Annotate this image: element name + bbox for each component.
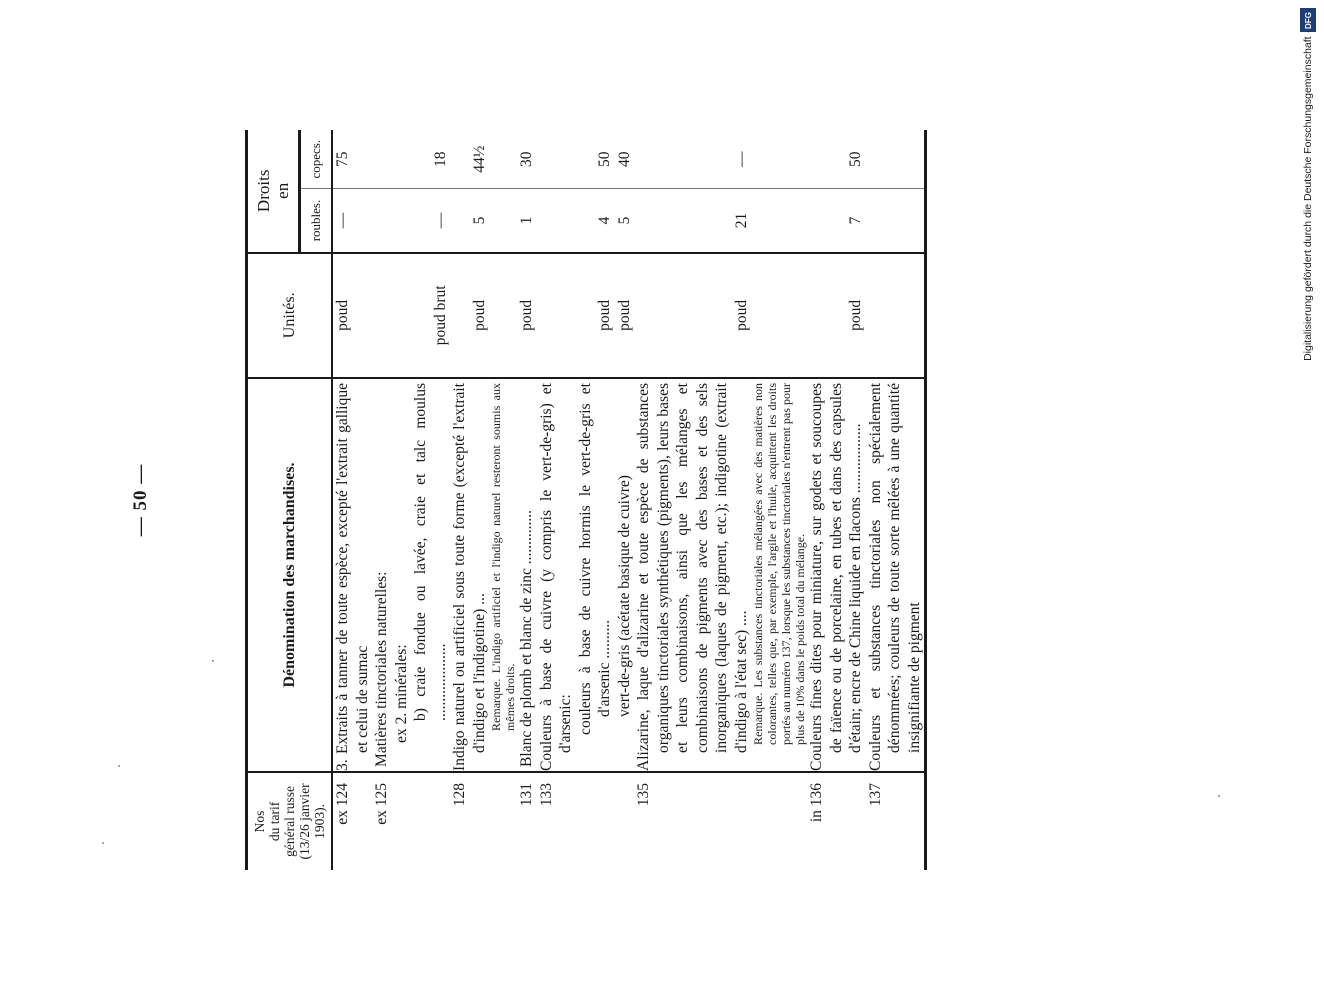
denomination: Indigo naturel ou artificiel sous toute forme (excepté l'extrait d'indigo et l'indigotine) ... — [450, 378, 489, 772]
table-row — [392, 130, 412, 870]
copecs: — — [732, 151, 750, 167]
tarif-number: in 136 — [807, 772, 866, 870]
header-line: Droits — [253, 169, 273, 213]
tarif-number: 133 — [537, 772, 576, 870]
copecs: 18 — [431, 151, 449, 167]
unit: poud — [450, 253, 489, 378]
tarif-number: 128 — [450, 772, 489, 870]
roubles: — — [411, 189, 450, 253]
copecs: 50 — [596, 151, 613, 167]
tarif-number: 135 — [634, 772, 751, 870]
table-row — [866, 130, 926, 870]
roubles: — — [332, 189, 372, 253]
unit: poud — [576, 253, 615, 378]
unit — [866, 253, 926, 378]
tarif-number — [751, 772, 807, 870]
unit: poud — [807, 253, 866, 378]
table-row — [537, 130, 576, 870]
copecs — [392, 130, 412, 189]
tarif-number: 137 — [866, 772, 926, 870]
denomination: ex 2. minérales: — [392, 378, 412, 772]
tarif-number — [392, 772, 412, 870]
roubles — [392, 189, 412, 253]
roubles — [372, 189, 392, 253]
copecs — [372, 130, 392, 189]
header-line: en — [273, 182, 293, 199]
tarif-number — [615, 772, 635, 870]
roubles: 5 — [450, 189, 489, 253]
header-line: Nos — [252, 810, 267, 833]
denomination: Couleurs à base de cuivre (y compris le vert-de-gris) et d'arsenic: — [537, 378, 576, 772]
table-row — [634, 130, 751, 870]
roubles: 1 — [517, 189, 537, 253]
header-line: du tarif — [267, 801, 282, 842]
roubles — [866, 189, 926, 253]
unit — [489, 253, 517, 378]
table-row — [450, 130, 489, 870]
tarif-number: ex 125 — [372, 772, 392, 870]
dfg-logo-text: DFG — [1303, 11, 1313, 29]
tarif-number — [411, 772, 450, 870]
table-row — [332, 130, 372, 870]
denomination: 3. Extraits à tanner de toute espèce, excepté l'extrait gallique et celui de sumac — [332, 378, 372, 772]
denomination: b) craie fondue ou lavée, craie et talc moulus .................... — [411, 378, 450, 772]
roubles: 7 — [807, 189, 866, 253]
unit: poud — [615, 253, 635, 378]
copecs: 44½ — [470, 145, 488, 173]
tarif-number — [576, 772, 615, 870]
copecs — [489, 130, 517, 189]
table-row — [807, 130, 866, 870]
roubles: 4 — [576, 189, 615, 253]
header-units: Unités. — [247, 253, 333, 378]
page-number: — 50 — — [130, 463, 151, 537]
copecs — [866, 130, 926, 189]
copecs: 75 — [334, 151, 351, 167]
digitization-watermark: Digitalisierung gefördert durch die Deutsche Forschungsgemeinschaft · — [1302, 30, 1314, 361]
unit: poud — [634, 253, 751, 378]
header-copecs: copecs. — [300, 130, 332, 189]
header-line: général russe — [282, 786, 297, 857]
denomination: Couleurs fines dites pour miniature, sur godets et soucoupes de faïence ou de porcelaine, en tubes et dans des capsules d'étain; encre de Chine liquide en flacons .................. — [807, 378, 866, 772]
table-header — [247, 130, 333, 870]
header-tarif-number — [247, 772, 333, 870]
denomination: Couleurs et substances tinctoriales non spécialement dénommées; couleurs de toute sorte mêlées à une quantité insignifiante de pigment — [866, 378, 926, 772]
scan-speck — [102, 842, 104, 844]
roubles — [537, 189, 576, 253]
roubles: 5 — [615, 189, 635, 253]
denomination: Alizarine, laque d'alizarine et toute espèce de substances organiques tinctoriales synthétiques (pigments), leurs bases et leurs combinaisons, ainsi que les mélanges et combinaisons de pigments avec des bases et des sels inorganiques (laques de pigment, etc.); indigotine (extrait d'indigo à l'état sec) .... — [634, 378, 751, 772]
copecs: 40 — [615, 151, 633, 167]
tariff-table — [245, 130, 927, 870]
header-denomination: Dénomination des marchandises. — [247, 378, 333, 772]
header-line: (13/26 janvier — [297, 783, 312, 860]
remark: Remarque. Les substances tinctoriales mélangées avec des matières non colorantes, telles que, par exemple, l'argile et l'huile, acquittent les droits portés au numéro 137, lorsque les substances tinctoriales n'entrent pas pour plus de 10% dans le poids total du mélange. — [751, 378, 807, 772]
roubles: 21 — [634, 189, 751, 253]
table-row — [411, 130, 450, 870]
scan-speck — [212, 660, 214, 662]
copecs — [537, 130, 576, 189]
unit — [372, 253, 392, 378]
roubles — [751, 189, 807, 253]
table-row — [489, 130, 517, 870]
table-row — [372, 130, 392, 870]
denomination: vert-de-gris (acétate basique de cuivre) — [615, 378, 635, 772]
tarif-number — [489, 772, 517, 870]
table-row — [615, 130, 635, 870]
table-row — [751, 130, 807, 870]
table-row — [517, 130, 537, 870]
scan-speck — [1218, 795, 1220, 797]
copecs — [751, 130, 807, 189]
table-row — [576, 130, 615, 870]
header-line: 1903). — [312, 804, 327, 839]
remark: Remarque. L'indigo artificiel et l'indigo naturel resteront soumis aux mêmes droits. — [489, 378, 517, 772]
tarif-number: 131 — [517, 772, 537, 870]
dfg-logo — [1300, 8, 1316, 32]
header-roubles: roubles. — [300, 189, 332, 253]
unit: poud brut — [411, 253, 450, 378]
denomination: Matières tinctoriales naturelles: — [372, 378, 392, 772]
unit: poud — [332, 253, 372, 378]
unit — [392, 253, 412, 378]
unit — [751, 253, 807, 378]
scan-speck — [118, 765, 120, 767]
roubles — [489, 189, 517, 253]
header-droits — [247, 130, 300, 253]
copecs: 50 — [847, 151, 864, 167]
denomination: couleurs à base de cuivre hormis le vert-de-gris et d'arsenic .......... — [576, 378, 615, 772]
denomination: Blanc de plomb et blanc de zinc .............. — [517, 378, 537, 772]
tarif-number: ex 124 — [332, 772, 372, 870]
unit — [537, 253, 576, 378]
copecs: 30 — [518, 151, 535, 167]
unit: poud — [517, 253, 537, 378]
